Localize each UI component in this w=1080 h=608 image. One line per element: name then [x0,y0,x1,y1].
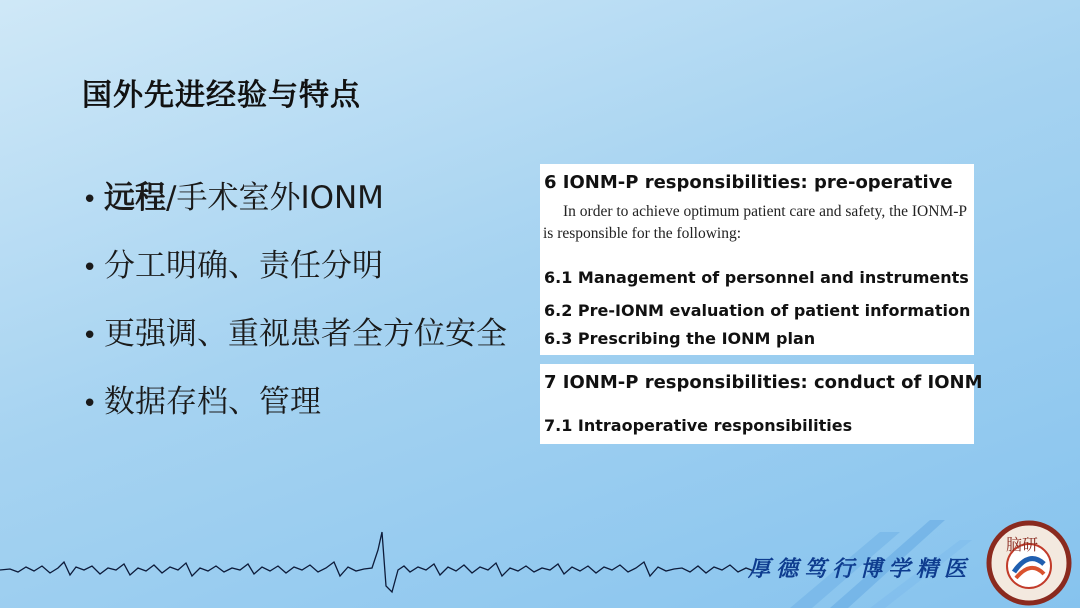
subsection-item: 7.1 Intraoperative responsibilities [544,416,853,435]
bullet-item [82,308,507,376]
bullet-marker: • [82,253,98,283]
guideline-excerpt-conduct [540,364,983,444]
bullet-text: 数据存档、管理 [104,384,321,420]
motto-calligraphy: 厚德笃行博学精医 [748,556,973,582]
subsection-item: 6.1 Management of personnel and instruments [544,268,969,287]
bullet-marker: • [82,389,98,419]
bullet-text: 更强调、重视患者全方位安全 [104,316,507,352]
subsection-item: 6.2 Pre-IONM evaluation of patient information [544,301,971,320]
logo-text: 脑研 [1006,535,1039,554]
bullet-item [82,172,507,240]
bullet-text: 分工明确、责任分明 [104,248,383,284]
bullet-bold-text: 远程 [104,180,166,216]
bullet-text: /手术室外IONM [166,180,384,216]
subsection-item: 6.3 Prescribing the IONM plan [544,329,816,348]
bullet-item [82,240,507,308]
section-heading: 7 IONM-P responsibilities: conduct of IONM [544,372,983,393]
bullet-list [82,172,507,444]
institution-logo [986,520,1072,606]
slide-title: 国外先进经验与特点 [82,78,361,113]
bullet-item [82,376,507,444]
ecg-line [0,532,754,592]
bullet-marker: • [82,185,98,215]
section-heading: 6 IONM-P responsibilities: pre-operative [544,172,953,193]
guideline-excerpt-preoperative [540,164,974,355]
section-paragraph: In order to achieve optimum patient care and safety, the IONM-P is responsible for the following: [543,203,967,242]
bullet-marker: • [82,321,98,351]
